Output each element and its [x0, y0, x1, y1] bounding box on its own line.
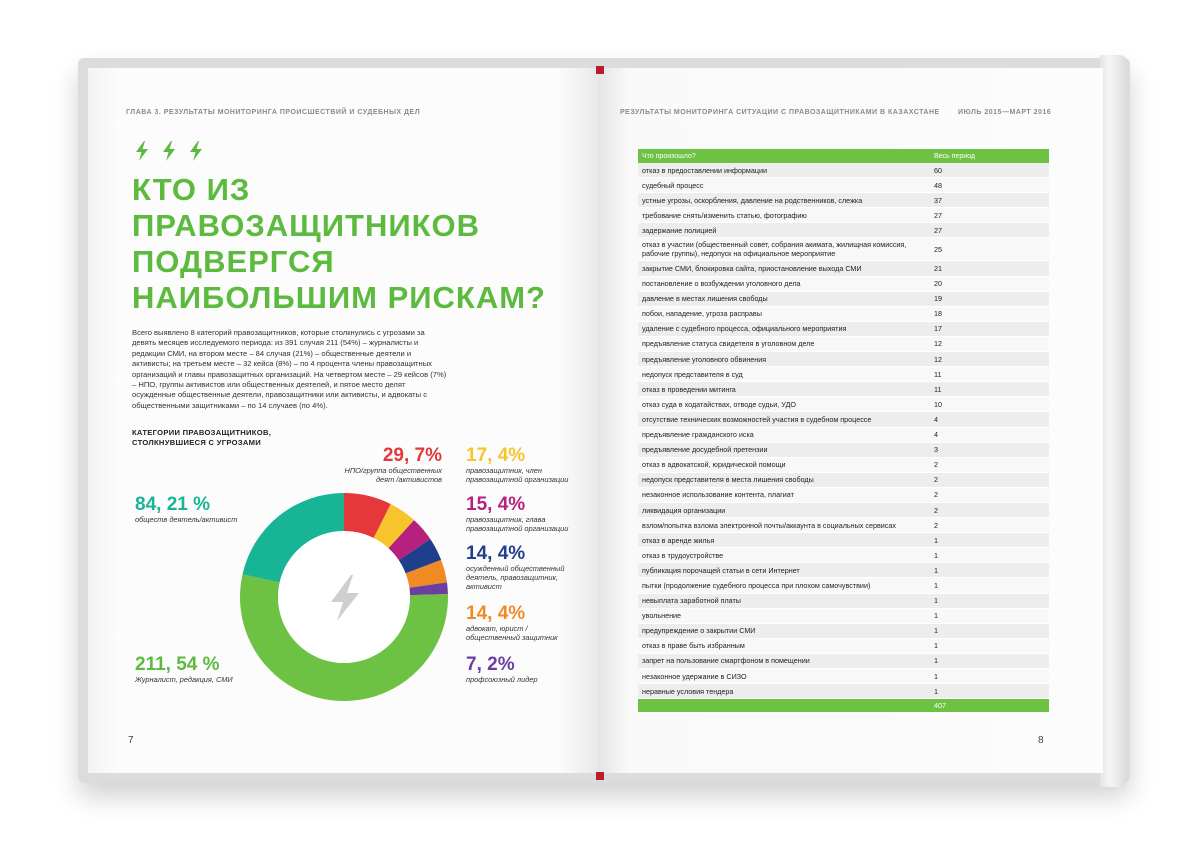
table-cell-what: предъявление гражданского иска [638, 427, 930, 442]
page-heading [132, 172, 572, 316]
table-cell-what: предъявление статуса свидетеля в уголовном деле [638, 336, 930, 351]
table-cell-count: 27 [930, 223, 1049, 238]
table-cell-what: отказ в участии (общественный совет, собрания акимата, жилищная комиссия, рабочие группы), недопуск на официальное мероприятие [638, 238, 930, 261]
table-cell-what: неравные условия тендера [638, 684, 930, 699]
table-cell-count: 17 [930, 321, 1049, 336]
table-cell-count: 1 [930, 578, 1049, 593]
categories-title-line: КАТЕГОРИИ ПРАВОЗАЩИТНИКОВ, [132, 428, 272, 437]
table-row [638, 518, 1049, 533]
table-cell-count: 2 [930, 472, 1049, 487]
running-head-date: ИЮЛЬ 2015—МАРТ 2016 [958, 109, 1052, 116]
stat-label: обществ деятель/активист [135, 515, 238, 524]
table-cell-count: 1 [930, 593, 1049, 608]
stat-label: правозащитник, глава правозащитной организации [466, 515, 569, 534]
table-cell-count: 2 [930, 502, 1049, 517]
table-row [638, 563, 1049, 578]
table-cell-count: 2 [930, 518, 1049, 533]
table-row [638, 352, 1049, 367]
table-cell-count: 1 [930, 563, 1049, 578]
table-cell-what: побои, нападение, угроза расправы [638, 306, 930, 321]
heading-line: КТО ИЗ [132, 172, 251, 207]
table-cell-what: предъявление уголовного обвинения [638, 352, 930, 367]
table-cell-what: пытки (продолжение судебного процесса при плохом самочувствии) [638, 578, 930, 593]
table-row [638, 593, 1049, 608]
table-cell-count: 4 [930, 427, 1049, 442]
table-row [638, 578, 1049, 593]
table-cell-count: 11 [930, 367, 1049, 382]
table-cell-count: 1 [930, 533, 1049, 548]
table-row [638, 412, 1049, 427]
stat-slice-7 [466, 604, 576, 642]
table-row [638, 442, 1049, 457]
intro-paragraph: Всего выявлено 8 категорий правозащитников, которые столкнулись с угрозами за девять месяцев исследуемого периода: из 391 случая 211 (54%) – журналисты и редакции СМИ, на втором месте – 84 случая (21%) – общественные деятели и активисты; на третьем месте – 32 кейса (8%) – по 4 процента члены правозащитных организаций и главы правозащитных организаций. На четвертом месте – 29 кейсов (7%) – НПО, группы активистов или общественных деятелей, и пятое место делят осужденные общественные деятели, правозащитники или активисты, и адвокаты с общественными защитниками – по 14 случаев (по 4%). [132, 328, 447, 410]
table-cell-count: 27 [930, 208, 1049, 223]
lightning-icon [162, 141, 176, 161]
table-row [638, 163, 1049, 178]
table-cell-what: незаконное использование контента, плагиат [638, 487, 930, 502]
table-cell-count: 12 [930, 352, 1049, 367]
table-row [638, 533, 1049, 548]
table-cell-count: 1 [930, 638, 1049, 653]
table-cell-count: 25 [930, 238, 1049, 261]
table-cell-what: ликвидация организации [638, 502, 930, 517]
stat-value: 7, 2% [466, 654, 515, 675]
stat-slice-6 [466, 544, 576, 592]
table-row [638, 276, 1049, 291]
stat-slice-8 [466, 655, 576, 684]
table-row [638, 193, 1049, 208]
stat-slice-5 [466, 495, 576, 533]
table-cell-count: 37 [930, 193, 1049, 208]
table-cell-what: постановление о возбуждении уголовного дела [638, 276, 930, 291]
table-cell-count: 11 [930, 382, 1049, 397]
table-cell-count: 1 [930, 608, 1049, 623]
table-cell-what: отказ в праве быть избранным [638, 638, 930, 653]
table-cell-what: незаконное удержание в СИЗО [638, 669, 930, 684]
table-row [638, 638, 1049, 653]
table-cell-what: отказ в проведении митинга [638, 382, 930, 397]
table-cell-count: 1 [930, 548, 1049, 563]
table-cell-what: недопуск представителя в места лишения свободы [638, 472, 930, 487]
incidents-table [638, 149, 1049, 713]
right-page [598, 68, 1103, 773]
running-head-left-page: ГЛАВА 3. РЕЗУЛЬТАТЫ МОНИТОРИНГА ПРОИСШЕСТВИЙ И СУДЕБНЫХ ДЕЛ [126, 109, 421, 116]
stat-value: 84, 21 % [135, 494, 210, 515]
stat-value: 15, 4% [466, 494, 526, 515]
table-cell-what: предъявление досудебной претензии [638, 442, 930, 457]
table-row [638, 306, 1049, 321]
stat-value: 17, 4% [466, 445, 526, 466]
stat-slice-3 [342, 446, 442, 484]
table-header-period: Весь период [930, 149, 1049, 163]
stat-label: правозащитник, член правозащитной организации [466, 466, 569, 485]
table-cell-what: отказ суда в ходатайствах, отводе судьи, УДО [638, 397, 930, 412]
table-row [638, 178, 1049, 193]
table-cell-count: 1 [930, 653, 1049, 668]
table-cell-count: 10 [930, 397, 1049, 412]
table-row [638, 223, 1049, 238]
table-cell-what: отсутствие технических возможностей участия в судебном процессе [638, 412, 930, 427]
table-cell-count: 20 [930, 276, 1049, 291]
heading-line: НАИБОЛЬШИМ РИСКАМ? [132, 280, 546, 315]
left-page [88, 68, 598, 773]
bookmark-ribbon-bottom [596, 772, 604, 780]
categories-title-line: СТОЛКНУВШИЕСЯ С УГРОЗАМИ [132, 438, 262, 447]
stat-slice-4 [466, 446, 576, 484]
categories-title [132, 428, 352, 448]
table-row [638, 653, 1049, 668]
lightning-icon [189, 141, 203, 161]
heading-line: ПРАВОЗАЩИТНИКОВ [132, 208, 481, 243]
stat-slice-2 [135, 495, 275, 524]
table-cell-what: взлом/попытка взлома электронной почты/аккаунта в социальных сервисах [638, 518, 930, 533]
table-cell-count: 48 [930, 178, 1049, 193]
table-cell-count: 1 [930, 669, 1049, 684]
table-cell-count: 60 [930, 163, 1049, 178]
table-cell-count: 1 [930, 684, 1049, 699]
stat-value: 14, 4% [466, 603, 526, 624]
table-cell-what: закрытие СМИ, блокировка сайта, приостановление выхода СМИ [638, 261, 930, 276]
stat-value: 211, 54 % [135, 654, 220, 675]
table-cell-what: публикация порочащей статьи в сети Интернет [638, 563, 930, 578]
table-row [638, 548, 1049, 563]
table-cell-what: устные угрозы, оскорбления, давление на родственников, слежка [638, 193, 930, 208]
table-total-row [638, 699, 1049, 713]
table-cell-count: 21 [930, 261, 1049, 276]
table-cell-count: 1 [930, 623, 1049, 638]
table-cell-count: 4 [930, 412, 1049, 427]
stat-label: НПО/группа общественных деят /активистов [344, 466, 442, 485]
page-number-right: 8 [1038, 735, 1044, 746]
table-row [638, 382, 1049, 397]
table-cell-what: судебный процесс [638, 178, 930, 193]
running-head-right-page: РЕЗУЛЬТАТЫ МОНИТОРИНГА СИТУАЦИИ С ПРАВОЗАЩИТНИКАМИ В КАЗАХСТАНЕ [620, 109, 940, 116]
table-cell-count: 18 [930, 306, 1049, 321]
table-header-row [638, 149, 1049, 163]
stat-slice-1 [135, 655, 275, 684]
table-cell-count: 2 [930, 487, 1049, 502]
heading-line: ПОДВЕРГСЯ [132, 244, 335, 279]
table-row [638, 367, 1049, 382]
table-row [638, 684, 1049, 699]
table-cell-what: удаление с судебного процесса, официального мероприятия [638, 321, 930, 336]
table-row [638, 623, 1049, 638]
table-total-empty [638, 699, 930, 713]
table-cell-what: задержание полицией [638, 223, 930, 238]
table-cell-what: отказ в адвокатской, юридической помощи [638, 457, 930, 472]
table-row [638, 427, 1049, 442]
table-cell-count: 3 [930, 442, 1049, 457]
table-cell-what: отказ в аренде жилья [638, 533, 930, 548]
table-row [638, 321, 1049, 336]
bookmark-ribbon-top [596, 66, 604, 74]
stat-label: осужденный общественный деятель, правозащитник, активист [466, 564, 565, 592]
stat-value: 14, 4% [466, 543, 526, 564]
stat-label: профсоюзный лидер [466, 675, 538, 684]
stat-label: адвокат, юрист / общественный защитник [466, 624, 558, 643]
table-row [638, 502, 1049, 517]
table-cell-what: отказ в предоставлении информации [638, 163, 930, 178]
table-cell-what: увольнение [638, 608, 930, 623]
table-row [638, 291, 1049, 306]
table-cell-what: требование снять/изменить статью, фотографию [638, 208, 930, 223]
table-cell-what: запрет на пользование смартфоном в помещении [638, 653, 930, 668]
table-total-value: 407 [930, 699, 1049, 713]
table-cell-what: невыплата заработной платы [638, 593, 930, 608]
page-number-left: 7 [128, 735, 134, 746]
table-cell-count: 19 [930, 291, 1049, 306]
stat-value: 29, 7% [382, 445, 442, 466]
table-cell-count: 12 [930, 336, 1049, 351]
table-row [638, 669, 1049, 684]
book-cover-edge [1100, 55, 1126, 787]
table-cell-what: давление в местах лишения свободы [638, 291, 930, 306]
bolt-icons [135, 141, 203, 161]
table-header-what: Что произошло? [638, 149, 930, 163]
table-row [638, 208, 1049, 223]
table-row [638, 487, 1049, 502]
table-cell-what: предупреждение о закрытии СМИ [638, 623, 930, 638]
table-row [638, 472, 1049, 487]
table-cell-what: недопуск представителя в суд [638, 367, 930, 382]
stat-label: Журналист, редакция, СМИ [135, 675, 233, 684]
table-cell-what: отказ в трудоустройстве [638, 548, 930, 563]
table-row [638, 608, 1049, 623]
table-row [638, 238, 1049, 261]
lightning-icon [135, 141, 149, 161]
table-row [638, 397, 1049, 412]
table-cell-count: 2 [930, 457, 1049, 472]
table-row [638, 336, 1049, 351]
table-row [638, 261, 1049, 276]
table-row [638, 457, 1049, 472]
